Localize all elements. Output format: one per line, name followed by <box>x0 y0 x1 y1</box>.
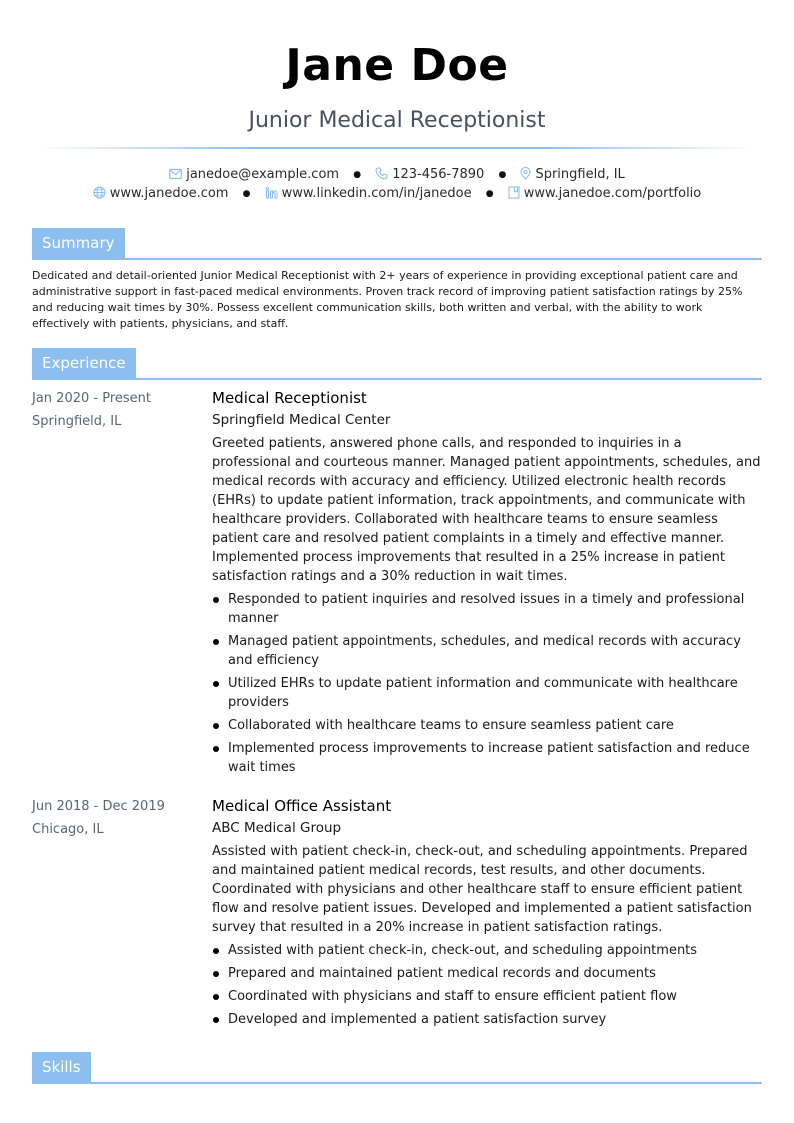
contact-line-primary <box>0 166 794 185</box>
contact-location <box>520 166 624 184</box>
contact-website[interactable] <box>93 185 229 203</box>
candidate-name: Jane Doe <box>285 40 509 91</box>
skills-section-header <box>32 1052 762 1084</box>
summary-section-header <box>32 228 762 260</box>
email-text: janedoe@example.com <box>186 167 340 182</box>
experience-dates: Jan 2020 - Present <box>32 391 151 406</box>
phone-icon <box>375 167 392 182</box>
experience-title: Medical Receptionist <box>212 389 367 407</box>
portfolio-icon <box>508 186 524 201</box>
experience-meta <box>32 795 202 841</box>
experience-company: ABC Medical Group <box>212 820 342 836</box>
experience-bullets <box>212 590 762 777</box>
map-pin-icon <box>520 167 535 182</box>
separator-dot: ● <box>485 189 494 199</box>
job-title-heading: Junior Medical Receptionist <box>248 108 546 133</box>
bullet-item: Managed patient appointments, schedules, and medical records with accuracy and efficiency <box>212 632 762 670</box>
bullet-item: Assisted with patient check-in, check-out, and scheduling appointments <box>212 941 762 960</box>
title-divider <box>40 147 754 149</box>
contact-line-secondary <box>0 185 794 204</box>
experience-meta <box>32 387 202 433</box>
linkedin-icon <box>265 186 282 201</box>
experience-section-header <box>32 348 762 380</box>
experience-title: Medical Office Assistant <box>212 797 392 815</box>
summary-text: Dedicated and detail-oriented Junior Medical Receptionist with 2+ years of experience in providing exceptional patient care and administrative support in fast-paced medical environments. Proven track record of improving patient satisfaction ratings by 25% and reducing wait times by 30%. Possess excellent communication skills, both written and verbal, with the ability to work effectively with patients, physicians, and staff. <box>32 269 743 330</box>
skills-heading: Skills <box>32 1052 91 1082</box>
experience-description: Greeted patients, answered phone calls, and responded to inquiries in a professional and courteous manner. Managed patient appointments, schedules, and medical records with accuracy and efficiency. Utilized electronic health records (EHRs) to update patient information, track appointments, and communicate with healthcare providers. Collaborated with healthcare teams to ensure seamless patient care and resolved patient complaints in a timely and effective manner. Implemented process improvements that resulted in a 25% increase in patient satisfaction ratings and a 30% reduction in wait times. <box>212 436 761 584</box>
experience-bullets <box>212 941 762 1029</box>
contact-email[interactable] <box>169 166 339 184</box>
experience-location: Springfield, IL <box>32 414 122 429</box>
portfolio-text: www.janedoe.com/portfolio <box>523 186 702 201</box>
experience-details <box>212 387 762 781</box>
contact-phone[interactable] <box>375 166 484 184</box>
bullet-item: Implemented process improvements to increase patient satisfaction and reduce wait times <box>212 739 762 777</box>
contact-linkedin[interactable] <box>265 185 472 203</box>
experience-description: Assisted with patient check-in, check-out, and scheduling appointments. Prepared and maintained patient medical records, test results, and other documents. Coordinated with physicians and other healthcare staff to ensure efficient patient flow and resolve patient issues. Developed and implemented a patient satisfaction survey that resulted in a 20% increase in patient satisfaction ratings. <box>212 844 752 935</box>
experience-heading: Experience <box>32 348 136 378</box>
summary-heading: Summary <box>32 228 125 258</box>
experience-company: Springfield Medical Center <box>212 412 391 428</box>
bullet-item: Developed and implemented a patient satisfaction survey <box>212 1010 762 1029</box>
separator-dot: ● <box>498 170 507 180</box>
bullet-item: Responded to patient inquiries and resolved issues in a timely and professional manner <box>212 590 762 628</box>
website-text: www.janedoe.com <box>109 186 229 201</box>
contact-portfolio[interactable] <box>508 185 702 203</box>
bullet-item: Utilized EHRs to update patient information and communicate with healthcare providers <box>212 674 762 712</box>
phone-text: 123-456-7890 <box>392 167 485 182</box>
experience-dates: Jun 2018 - Dec 2019 <box>32 799 165 814</box>
experience-details <box>212 795 762 1033</box>
separator-dot: ● <box>242 189 251 199</box>
globe-icon <box>93 186 110 201</box>
experience-location: Chicago, IL <box>32 822 104 837</box>
linkedin-text: www.linkedin.com/in/janedoe <box>281 186 472 201</box>
location-text: Springfield, IL <box>535 167 625 182</box>
bullet-item: Prepared and maintained patient medical records and documents <box>212 964 762 983</box>
separator-dot: ● <box>353 170 362 180</box>
bullet-item: Collaborated with healthcare teams to ensure seamless patient care <box>212 716 762 735</box>
bullet-item: Coordinated with physicians and staff to ensure efficient patient flow <box>212 987 762 1006</box>
mail-icon <box>169 167 186 182</box>
